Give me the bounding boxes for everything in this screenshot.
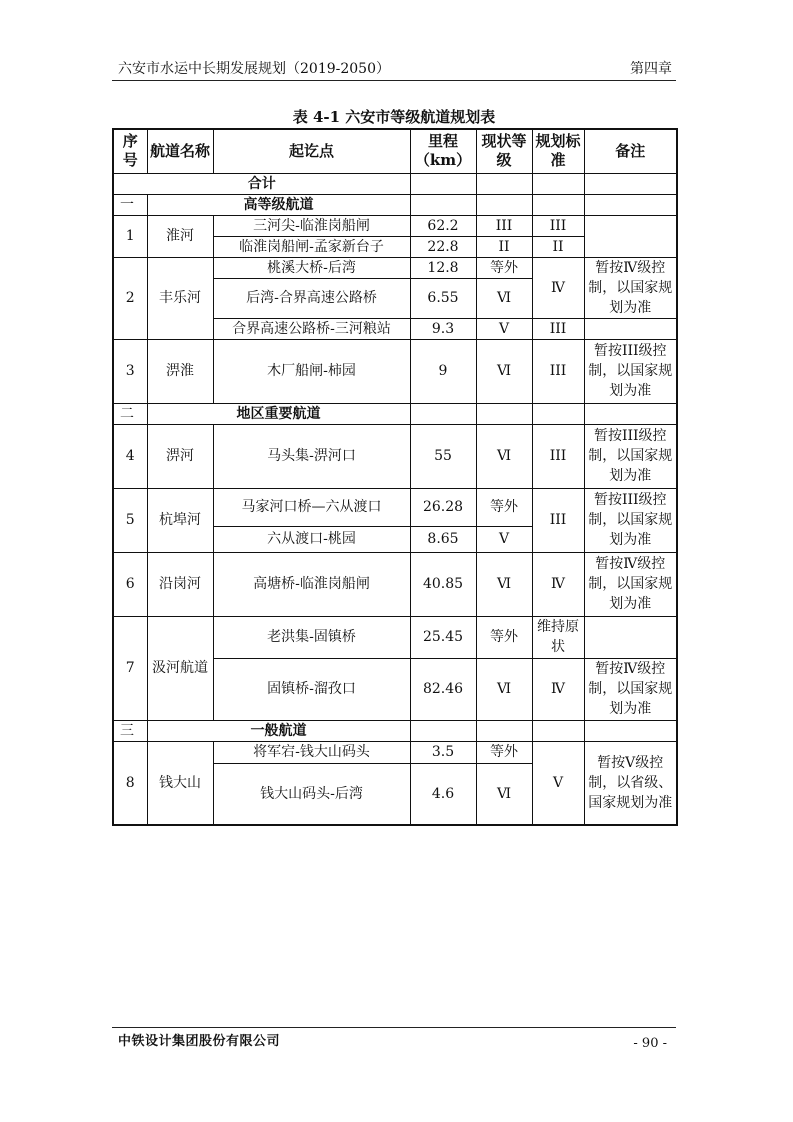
row-km: 25.45 (410, 616, 476, 658)
row-note: 暂按Ⅴ级控制，以省级、国家规划为准 (584, 741, 677, 825)
section-title: 地区重要航道 (147, 403, 410, 424)
row-km: 40.85 (410, 552, 476, 616)
col-header-seq: 序号 (113, 129, 147, 173)
row-route: 钱大山码头-后湾 (213, 763, 410, 825)
row-plan: 维持原状 (532, 616, 584, 658)
row-name: 沿岗河 (147, 552, 213, 616)
row-name: 汲河航道 (147, 616, 213, 720)
row-plan: III (532, 339, 584, 403)
col-header-route: 起讫点 (213, 129, 410, 173)
row-current: 等外 (476, 741, 532, 763)
row-route: 马家河口桥—六从渡口 (213, 488, 410, 526)
row-plan: Ⅴ (532, 741, 584, 825)
row-seq: 7 (113, 616, 147, 720)
row-note: 暂按Ⅳ级控制，以国家规划为准 (584, 257, 677, 318)
row-name: 钱大山 (147, 741, 213, 825)
row-name: 丰乐河 (147, 257, 213, 339)
row-name: 杭埠河 (147, 488, 213, 552)
col-header-plan: 规划标准 (532, 129, 584, 173)
section-index: 二 (113, 403, 147, 424)
section-index: 一 (113, 194, 147, 215)
row-km: 9 (410, 339, 476, 403)
row-plan: III (532, 424, 584, 488)
col-header-mileage: 里程（km） (410, 129, 476, 173)
waterway-table (112, 128, 678, 826)
row-current: 等外 (476, 488, 532, 526)
row-seq: 1 (113, 215, 147, 257)
row-km: 82.46 (410, 658, 476, 720)
table-row (113, 552, 677, 616)
footer-divider (112, 1027, 676, 1028)
section-row (113, 720, 677, 741)
row-seq: 4 (113, 424, 147, 488)
row-route: 三河尖-临淮岗船闸 (213, 215, 410, 236)
row-km: 22.8 (410, 236, 476, 257)
section-row (113, 403, 677, 424)
row-km: 9.3 (410, 318, 476, 339)
page-number: - 90 - (633, 1036, 667, 1051)
header-title: 六安市水运中长期发展规划（2019-2050） (118, 61, 390, 77)
row-route: 木厂船闸-柿园 (213, 339, 410, 403)
row-km: 12.8 (410, 257, 476, 278)
row-current: Ⅴ (476, 526, 532, 552)
table-row (113, 616, 677, 658)
row-plan: Ⅳ (532, 552, 584, 616)
row-current: Ⅵ (476, 278, 532, 318)
row-route: 后湾-合界高速公路桥 (213, 278, 410, 318)
row-km: 4.6 (410, 763, 476, 825)
row-current: Ⅴ (476, 318, 532, 339)
row-current: 等外 (476, 616, 532, 658)
table-title: 表 4-1 六安市等级航道规划表 (292, 108, 496, 126)
table-row (113, 488, 677, 526)
row-name: 淠河 (147, 424, 213, 488)
row-name: 淠淮 (147, 339, 213, 403)
total-row (113, 173, 677, 194)
row-km: 6.55 (410, 278, 476, 318)
row-km: 8.65 (410, 526, 476, 552)
section-title: 高等级航道 (147, 194, 410, 215)
section-row (113, 194, 677, 215)
row-note: 暂按III级控制，以国家规划为准 (584, 488, 677, 552)
row-km: 3.5 (410, 741, 476, 763)
row-current: II (476, 236, 532, 257)
row-note: 暂按III级控制，以国家规划为准 (584, 424, 677, 488)
table-header-row (113, 129, 677, 173)
row-plan: Ⅳ (532, 257, 584, 318)
row-seq: 6 (113, 552, 147, 616)
header-chapter: 第四章 (630, 61, 672, 77)
row-route: 桃溪大桥-后湾 (213, 257, 410, 278)
row-seq: 8 (113, 741, 147, 825)
row-plan: II (532, 236, 584, 257)
row-km: 55 (410, 424, 476, 488)
row-current: 等外 (476, 257, 532, 278)
table-row (113, 339, 677, 403)
footer-company: 中铁设计集团股份有限公司 (118, 1034, 281, 1049)
row-route: 老洪集-固镇桥 (213, 616, 410, 658)
row-route: 六从渡口-桃园 (213, 526, 410, 552)
table-row (113, 424, 677, 488)
row-current: Ⅵ (476, 658, 532, 720)
row-current: Ⅵ (476, 424, 532, 488)
row-km: 62.2 (410, 215, 476, 236)
row-current: Ⅵ (476, 763, 532, 825)
row-route: 马头集-淠河口 (213, 424, 410, 488)
row-note (584, 318, 677, 339)
row-current: III (476, 215, 532, 236)
col-header-note: 备注 (584, 129, 677, 173)
header-divider (112, 80, 676, 81)
row-note: 暂按III级控制，以国家规划为准 (584, 339, 677, 403)
row-plan: III (532, 318, 584, 339)
total-label: 合计 (113, 173, 410, 194)
row-route: 临淮岗船闸-孟家新台子 (213, 236, 410, 257)
row-current: Ⅵ (476, 552, 532, 616)
row-km: 26.28 (410, 488, 476, 526)
row-note: 暂按Ⅳ级控制，以国家规划为准 (584, 552, 677, 616)
row-plan: III (532, 215, 584, 236)
row-note: 暂按Ⅳ级控制，以国家规划为准 (584, 658, 677, 720)
row-route: 合界高速公路桥-三河粮站 (213, 318, 410, 339)
row-seq: 2 (113, 257, 147, 339)
row-current: Ⅵ (476, 339, 532, 403)
section-title: 一般航道 (147, 720, 410, 741)
row-plan: III (532, 488, 584, 552)
row-plan: Ⅳ (532, 658, 584, 720)
table-row (113, 257, 677, 278)
row-route: 将军宕-钱大山码头 (213, 741, 410, 763)
row-route: 固镇桥-溜孜口 (213, 658, 410, 720)
table-row (113, 741, 677, 763)
row-seq: 5 (113, 488, 147, 552)
col-header-current: 现状等级 (476, 129, 532, 173)
row-name: 淮河 (147, 215, 213, 257)
table-row (113, 215, 677, 236)
row-route: 高塘桥-临淮岗船闸 (213, 552, 410, 616)
row-note (584, 215, 677, 257)
row-seq: 3 (113, 339, 147, 403)
section-index: 三 (113, 720, 147, 741)
col-header-name: 航道名称 (147, 129, 213, 173)
row-note (584, 616, 677, 658)
